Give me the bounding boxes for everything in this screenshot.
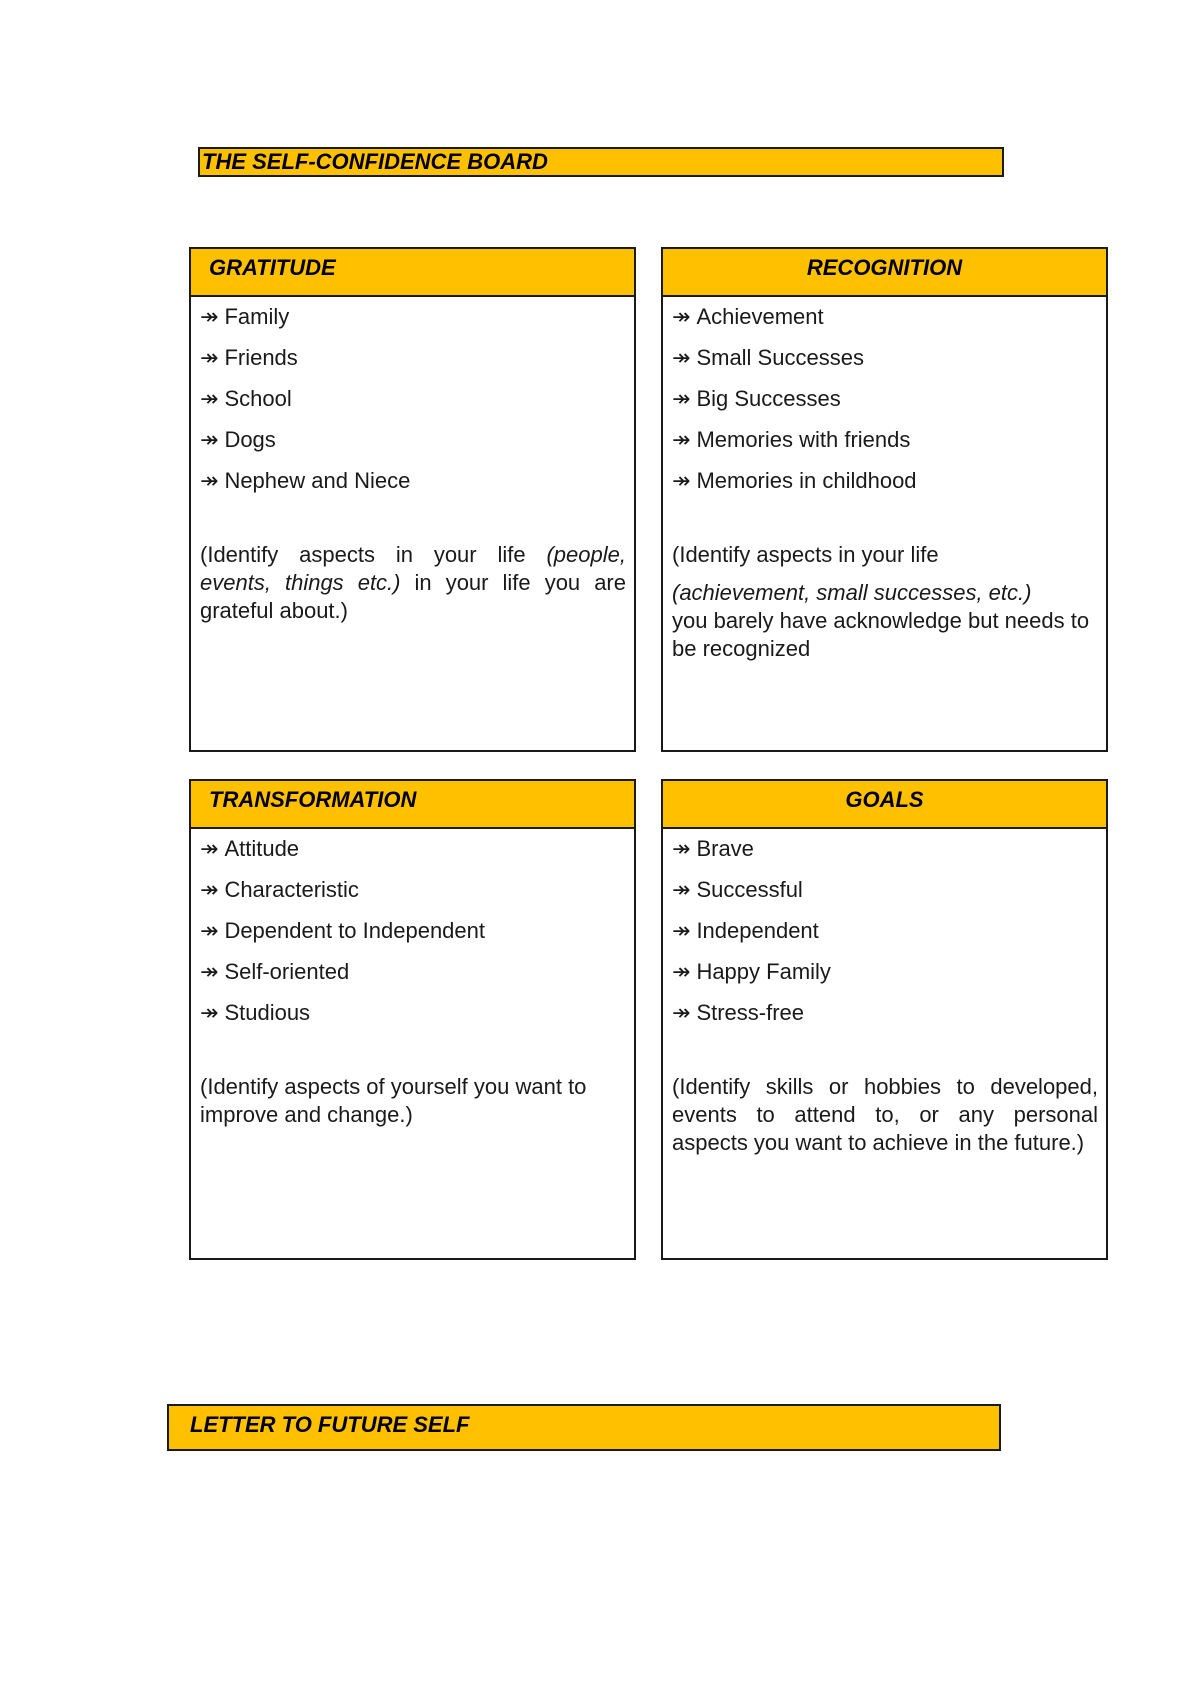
transformation-card: [189, 779, 636, 1260]
double-arrow-icon: ↠: [200, 877, 219, 902]
double-arrow-icon: ↠: [672, 1000, 691, 1025]
double-arrow-icon: ↠: [200, 836, 219, 861]
double-arrow-icon: ↠: [200, 468, 219, 493]
goals-card: [661, 779, 1108, 1260]
double-arrow-icon: ↠: [200, 959, 219, 984]
list-item: ↠ School: [200, 386, 292, 411]
list-item: ↠ Friends: [200, 345, 298, 370]
transformation-instructions: (Identify aspects of yourself you want to improve and change.): [200, 1074, 587, 1127]
double-arrow-icon: ↠: [200, 345, 219, 370]
double-arrow-icon: ↠: [672, 345, 691, 370]
goals-instructions: (Identify skills or hobbies to developed, events to attend to, or any personal aspects you want to achieve in the future.): [672, 1074, 1098, 1155]
double-arrow-icon: ↠: [200, 918, 219, 943]
double-arrow-icon: ↠: [672, 877, 691, 902]
list-item: ↠ Family: [200, 304, 290, 329]
list-item: ↠ Achievement: [672, 304, 824, 329]
list-item: ↠ Nephew and Niece: [200, 468, 411, 493]
page-title: THE SELF-CONFIDENCE BOARD: [198, 147, 1004, 177]
list-item: ↠ Brave: [672, 836, 754, 861]
list-item: ↠ Big Successes: [672, 386, 841, 411]
list-item: ↠ Studious: [200, 1000, 311, 1025]
list-item: ↠ Self-oriented: [200, 959, 350, 984]
list-item: ↠ Characteristic: [200, 877, 359, 902]
double-arrow-icon: ↠: [672, 468, 691, 493]
list-item: ↠ Stress-free: [672, 1000, 805, 1025]
recognition-body: [663, 297, 1106, 663]
gratitude-body: [191, 297, 634, 625]
double-arrow-icon: ↠: [200, 1000, 219, 1025]
list-item: ↠ Memories in childhood: [672, 468, 917, 493]
list-item: ↠ Attitude: [200, 836, 300, 861]
list-item: ↠ Memories with friends: [672, 427, 911, 452]
recognition-instructions: (Identify aspects in your life (achievement, small successes, etc.) you barely have acknowledge but needs to be recognized: [672, 542, 1090, 661]
double-arrow-icon: ↠: [672, 427, 691, 452]
double-arrow-icon: ↠: [672, 386, 691, 411]
list-item: ↠ Small Successes: [672, 345, 864, 370]
list-item: ↠ Dogs: [200, 427, 276, 452]
goals-body: [663, 829, 1106, 1157]
double-arrow-icon: ↠: [672, 959, 691, 984]
gratitude-heading: GRATITUDE: [191, 249, 634, 297]
list-item: ↠ Independent: [672, 918, 819, 943]
double-arrow-icon: ↠: [672, 836, 691, 861]
transformation-body: [191, 829, 634, 1129]
transformation-heading: TRANSFORMATION: [191, 781, 634, 829]
double-arrow-icon: ↠: [200, 386, 219, 411]
list-item: ↠ Dependent to Independent: [200, 918, 485, 943]
recognition-heading: RECOGNITION: [663, 249, 1106, 297]
gratitude-card: [189, 247, 636, 752]
goals-heading: GOALS: [663, 781, 1106, 829]
double-arrow-icon: ↠: [200, 304, 219, 329]
double-arrow-icon: ↠: [672, 918, 691, 943]
recognition-card: [661, 247, 1108, 752]
double-arrow-icon: ↠: [200, 427, 219, 452]
letter-heading: LETTER TO FUTURE SELF: [167, 1404, 1001, 1451]
list-item: ↠ Successful: [672, 877, 803, 902]
double-arrow-icon: ↠: [672, 304, 691, 329]
gratitude-instructions: (Identify aspects in your life (people, events, things etc.) in your life you are grateful about.): [200, 542, 626, 623]
list-item: ↠ Happy Family: [672, 959, 831, 984]
